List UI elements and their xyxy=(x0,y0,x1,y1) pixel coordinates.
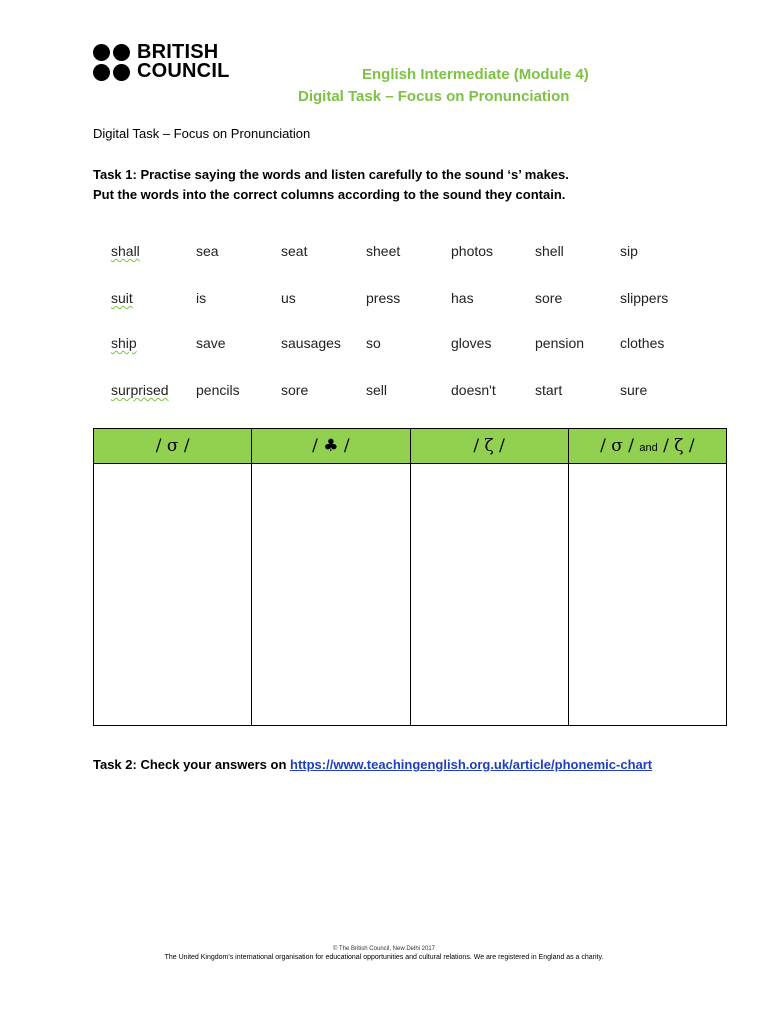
word: sell xyxy=(366,382,388,398)
logo-line-1: BRITISH xyxy=(137,41,219,63)
word: sure xyxy=(620,382,648,398)
word: photos xyxy=(451,243,494,259)
footer-copyright: © The British Council, New Delhi 2017 xyxy=(332,946,436,952)
word: seat xyxy=(281,243,308,259)
word: press xyxy=(366,290,401,306)
answer-cell[interactable] xyxy=(410,464,568,726)
column-header: / ζ / xyxy=(410,429,568,464)
word: shall xyxy=(111,243,140,259)
column-header: / σ / xyxy=(94,429,252,464)
task2-label: Task 2: Check your answers on xyxy=(93,757,287,772)
answer-cell[interactable] xyxy=(568,464,726,726)
sound-sorting-table xyxy=(93,428,727,726)
word: sip xyxy=(620,243,638,259)
word: pencils xyxy=(196,382,240,398)
column-header-symbol-b: / ζ / xyxy=(663,436,695,456)
answer-cell[interactable] xyxy=(252,464,410,726)
footer-charity-notice: The United Kingdom's international organisation for educational opportunities and cultural relations. We are registered in England as a charity. xyxy=(164,954,604,961)
task1-instructions xyxy=(93,165,569,205)
word: sore xyxy=(535,290,563,306)
word: sea xyxy=(196,243,219,259)
word: us xyxy=(281,290,296,306)
table-header-row xyxy=(94,429,727,464)
word: save xyxy=(196,335,226,351)
column-header-symbol-a: / σ / xyxy=(600,436,634,456)
logo-dots-icon xyxy=(93,44,130,81)
page-subtitle: Digital Task – Focus on Pronunciation xyxy=(93,126,311,141)
word: gloves xyxy=(451,335,492,351)
word: suit xyxy=(111,290,133,306)
logo-line-2: COUNCIL xyxy=(137,60,230,82)
header-module-title: English Intermediate (Module 4) xyxy=(362,66,589,83)
column-header: / ♣ / xyxy=(252,429,410,464)
phonemic-chart-link[interactable]: https://www.teachingenglish.org.uk/article/phonemic-chart xyxy=(290,757,653,772)
british-council-logo xyxy=(93,43,230,81)
word: sore xyxy=(281,382,309,398)
logo-text xyxy=(137,43,230,81)
word: shell xyxy=(535,243,564,259)
task1-line-2: Put the words into the correct columns according to the sound they contain. xyxy=(93,187,566,202)
answer-cell[interactable] xyxy=(94,464,252,726)
word: is xyxy=(196,290,207,306)
column-header xyxy=(568,429,726,464)
word: start xyxy=(535,382,563,398)
word: surprised xyxy=(111,382,169,398)
word: has xyxy=(451,290,474,306)
table-body-row xyxy=(94,464,727,726)
header-task-title: Digital Task – Focus on Pronunciation xyxy=(298,88,570,105)
task2-instructions xyxy=(93,757,652,772)
word: sheet xyxy=(366,243,401,259)
word: ship xyxy=(111,335,137,351)
task1-line-1: Task 1: Practise saying the words and listen carefully to the sound ‘s’ makes. xyxy=(93,167,569,182)
word: doesn't xyxy=(451,382,496,398)
column-header-and: and xyxy=(639,442,658,454)
word: slippers xyxy=(620,290,669,306)
word: sausages xyxy=(281,335,341,351)
word: clothes xyxy=(620,335,665,351)
word: pension xyxy=(535,335,585,351)
word: so xyxy=(366,335,381,351)
